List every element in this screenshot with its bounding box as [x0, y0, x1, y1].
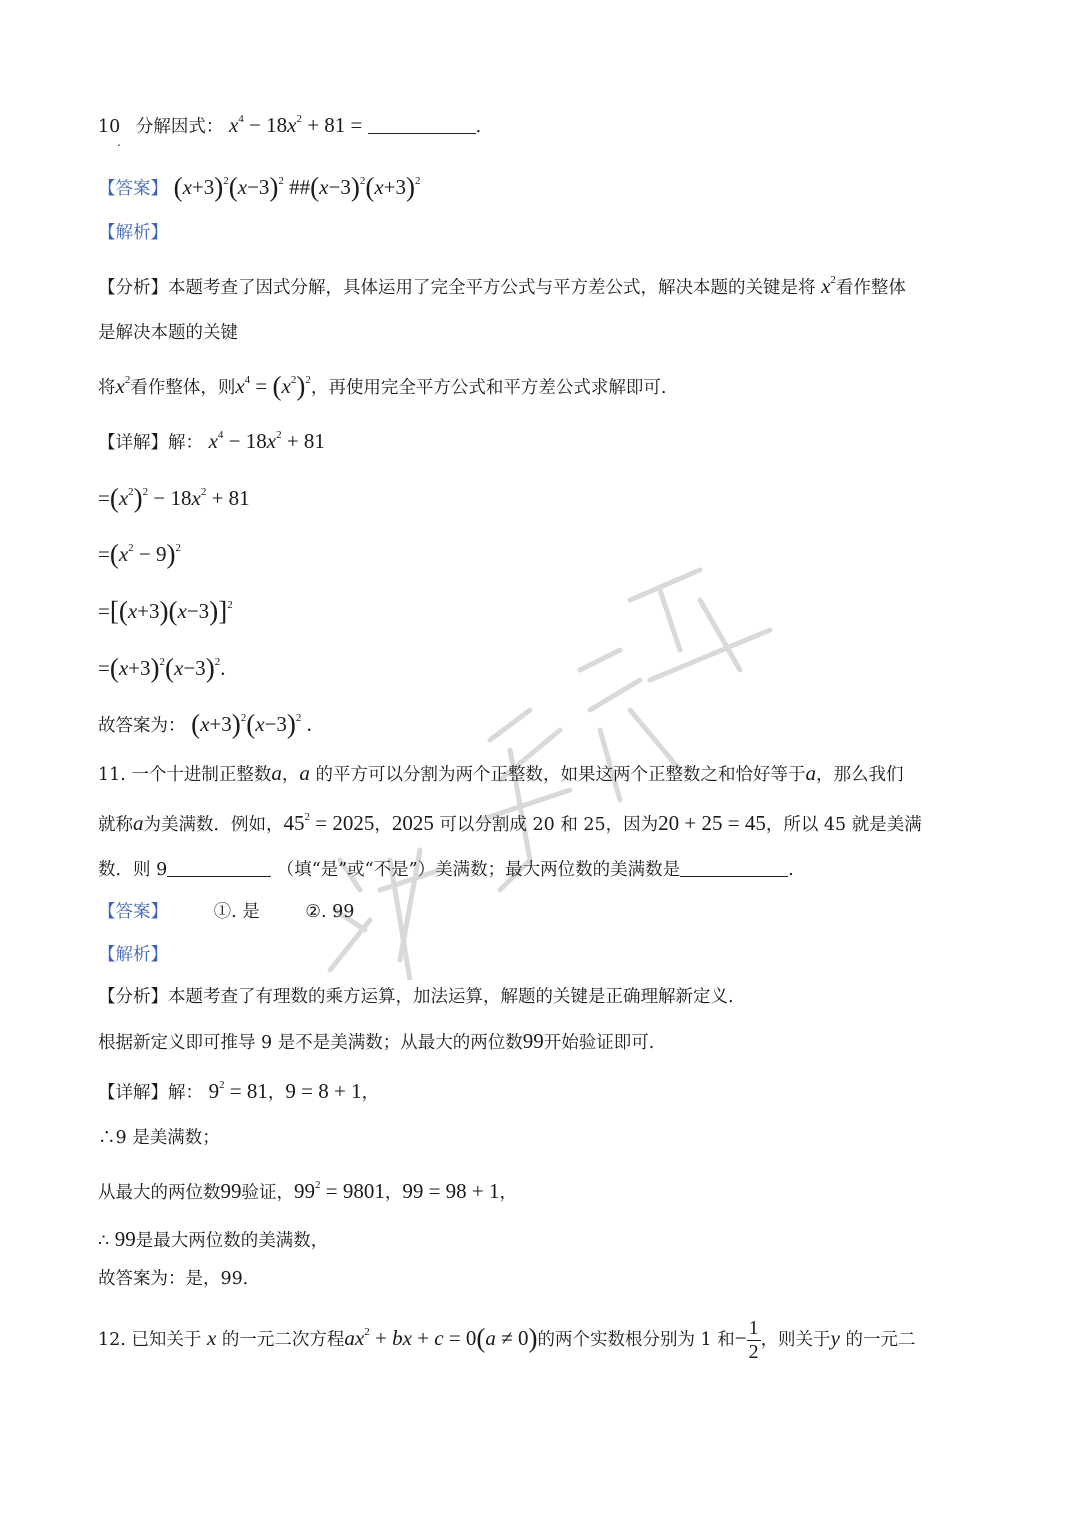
- q10-question: 10 分解因式： $x^4 - 18x^2 + 81$ = .: [98, 113, 482, 137]
- q10-conclusion: 故答案为： $(x+3)^2(x-3)^2$ .: [98, 709, 312, 739]
- q10-expression: $x^4 - 18x^2 + 81$ =: [228, 113, 368, 137]
- q11-analysis-line2: 根据新定义即可推导 9 是不是美满数；从最大的两位数99开始验证即可.: [98, 1029, 655, 1053]
- q10-detail: 【详解】解： $x^4 - 18x^2 + 81$: [98, 429, 325, 453]
- q11-detail: 【详解】解： $9^2 = 81$，9 = 8 + 1，: [98, 1079, 380, 1103]
- jiexi-tag: 【解析】: [98, 945, 168, 965]
- q11-answer: 【答案】 ①. 是 ②. 99: [98, 902, 355, 922]
- q10-derivation-4: $=(x+3)^2(x-3)^2$.: [98, 653, 226, 683]
- jiexi-tag: 【解析】: [98, 223, 168, 243]
- question-number: 10: [98, 117, 121, 137]
- q10-analysis: 【分析】本题考查了因式分解，具体运用了完全平方公式与平方差公式，解决本题的关键是将 $x^2$看作整体: [98, 274, 906, 298]
- q11-verify: 从最大的两位数99验证，$99^2 = 9801$，99 = 98 + 1，: [98, 1179, 518, 1203]
- q11-analysis: 【分析】本题考查了有理数的乘方运算，加法运算，解题的关键是正确理解新定义.: [98, 987, 734, 1007]
- q11-therefore-2: ∴ 99是最大两位数的美满数，: [98, 1227, 329, 1251]
- answer-blank-1: [167, 876, 271, 877]
- answer-tag: 【答案】: [98, 179, 168, 199]
- q10-step: 将$x^2$看作整体，则$x^4 = (x^2)^2$，再使用完全平方公式和平方差公式求解即可.: [98, 371, 667, 401]
- fraction-one-half: $\frac{1}{2}$: [748, 1317, 759, 1363]
- q12-question: 12. 已知关于 x 的一元二次方程$ax^2$ + bx + c = 0(a ≠ 0)的两个实数根分别为 1 和− $\frac{1}{2}$ ，则关于y 的一元二: [98, 1317, 916, 1363]
- answer-blank-2: [680, 876, 788, 877]
- q10-derivation-2: $=(x^2 - 9)^2$: [98, 539, 182, 569]
- q10-derivation-3: $=[(x+3)(x-3)]^2$: [98, 596, 233, 626]
- answer-blank: [368, 133, 476, 134]
- q10-analysis-line2: 是解决本题的关键: [98, 323, 238, 343]
- q10-answer: 【答案】 $(x+3)^2(x-3)^2$ $\#\#(x-3)^2(x+3)^2$: [98, 172, 421, 202]
- q11-question-line3: 数．则 9 （填“是”或“不是”）美满数；最大两位数的美满数是 .: [98, 860, 794, 880]
- q11-question-line2: 就称a为美满数．例如，$45^2 = 2025$，2025 可以分割成 20 和 25，因为20 + 25 = 45，所以 45 就是美满: [98, 811, 922, 835]
- q11-conclusion: 故答案为：是，99．: [98, 1269, 261, 1289]
- q11-question-line1: 11. 一个十进制正整数a，a 的平方可以分割为两个正整数，如果这两个正整数之和恰好等于a，那么我们: [98, 761, 904, 785]
- q11-therefore-1: ∴9 是美满数；: [98, 1128, 220, 1148]
- q10-derivation-1: $=(x^2)^2 - 18x^2 + 81$: [98, 483, 250, 513]
